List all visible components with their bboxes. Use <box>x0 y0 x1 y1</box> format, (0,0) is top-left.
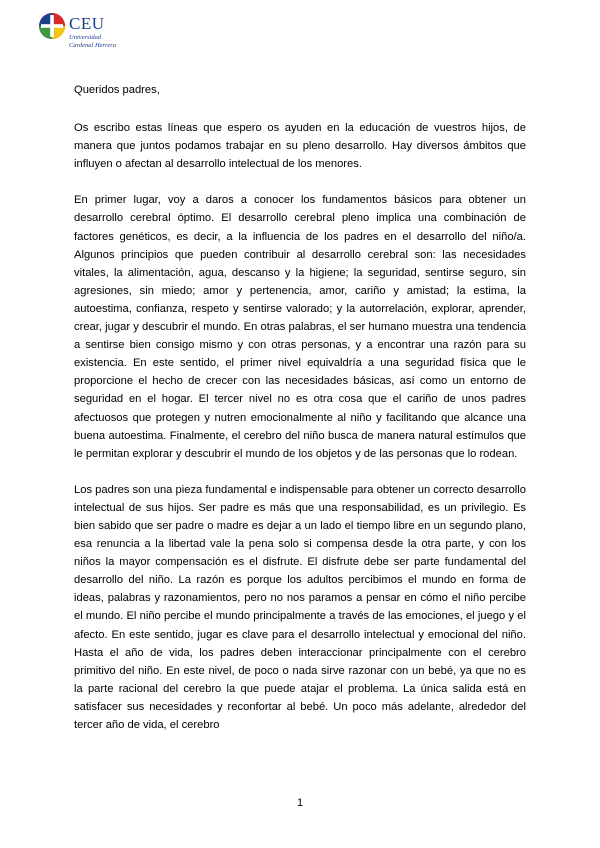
greeting: Queridos padres, <box>74 84 160 96</box>
logo-subtitle <box>69 34 116 49</box>
paragraph-brain-development: En primer lugar, voy a daros a conocer los fundamentos básicos para obtener un desarrollo cerebral óptimo. El desarrollo cerebral pleno implica una combinación de factores genéticos, es decir, a la influencia de los padres en el desarrollo del niño/a. Algunos principios que pueden contribuir al desarrollo cerebral son: las necesidades vitales, la alimentación, agua, descanso y la higiene; la seguridad, sentirse seguro, sin agresiones, sin miedo; amor y pertenencia, amor, cariño y amistad; la estima, la autoestima, confianza, respeto y sentirse valorado; y la autorrelación, explorar, aprender, crear, jugar y descubrir el mundo. En otras palabras, el ser humano muestra una tendencia a sentirse bien consigo mismo y con otras personas, y a encontrar una razón para su existencia. En este sentido, el primer nivel equivaldría a una seguridad física que le proporcione el hecho de crecer con las necesidades básicas, así como un entorno de seguridad en el hogar. El tercer nivel no es otra cosa que el cariño de unos padres afectuosos que protegen y nutren emocionalmente al niño y facilitando que alcance una buena autoestima. Finalmente, el cerebro del niño busca de manera natural estímulos que le permitan explorar y descubrir el mundo de los objetos y de las personas que lo rodean. <box>74 194 526 460</box>
page-number: 1 <box>296 797 304 809</box>
university-logo <box>38 12 158 52</box>
logo-name: CEU <box>69 14 105 33</box>
letter-body <box>74 81 526 752</box>
paragraph-parents-role: Los padres son una pieza fundamental e indispensable para obtener un correcto desarrollo intelectual de sus hijos. Ser padre es más que una responsabilidad, es un privilegio. Es bien sabido que ser padre o madre es dejar a un lado el tiempo libre en un segundo plano, esa renuncia a la libertad vale la pena solo si compensa desde la otra parte, y con los niños la mayor compensación es el disfrute. El disfrute debe ser parte fundamental del desarrollo del niño. La razón es porque los adultos percibimos el mundo en forma de ideas, palabras y razonamientos, pero no nos paramos a pensar en cómo el niño percibe el mundo. El niño percibe el mundo principalmente a través de las emociones, el juego y el afecto. En este sentido, jugar es clave para el desarrollo intelectual y emocional del niño. Hasta el año de vida, los padres deben interaccionar principalmente con el cerebro primitivo del niño. En este nivel, de poco o nada sirve razonar con un bebé, ya que no es la parte racional del cerebro la que puede atajar el problema. La única salida está en satisfacer sus necesidades y reconfortar al bebé. Un poco más adelante, alrededor del tercer año de vida, el cerebro <box>74 483 526 731</box>
logo-subtitle-line-2: Cardenal Herrera <box>69 41 117 49</box>
paragraph-intro: Os escribo estas líneas que espero os ayuden en la educación de vuestros hijos, de manera que juntos podamos trabajar en su pleno desarrollo. Hay diversos ámbitos que influyen o afectan al desarrollo intelectual de los menores. <box>74 122 526 171</box>
ceu-emblem-icon <box>38 12 66 40</box>
logo-subtitle-line-1: Universidad <box>69 34 102 41</box>
